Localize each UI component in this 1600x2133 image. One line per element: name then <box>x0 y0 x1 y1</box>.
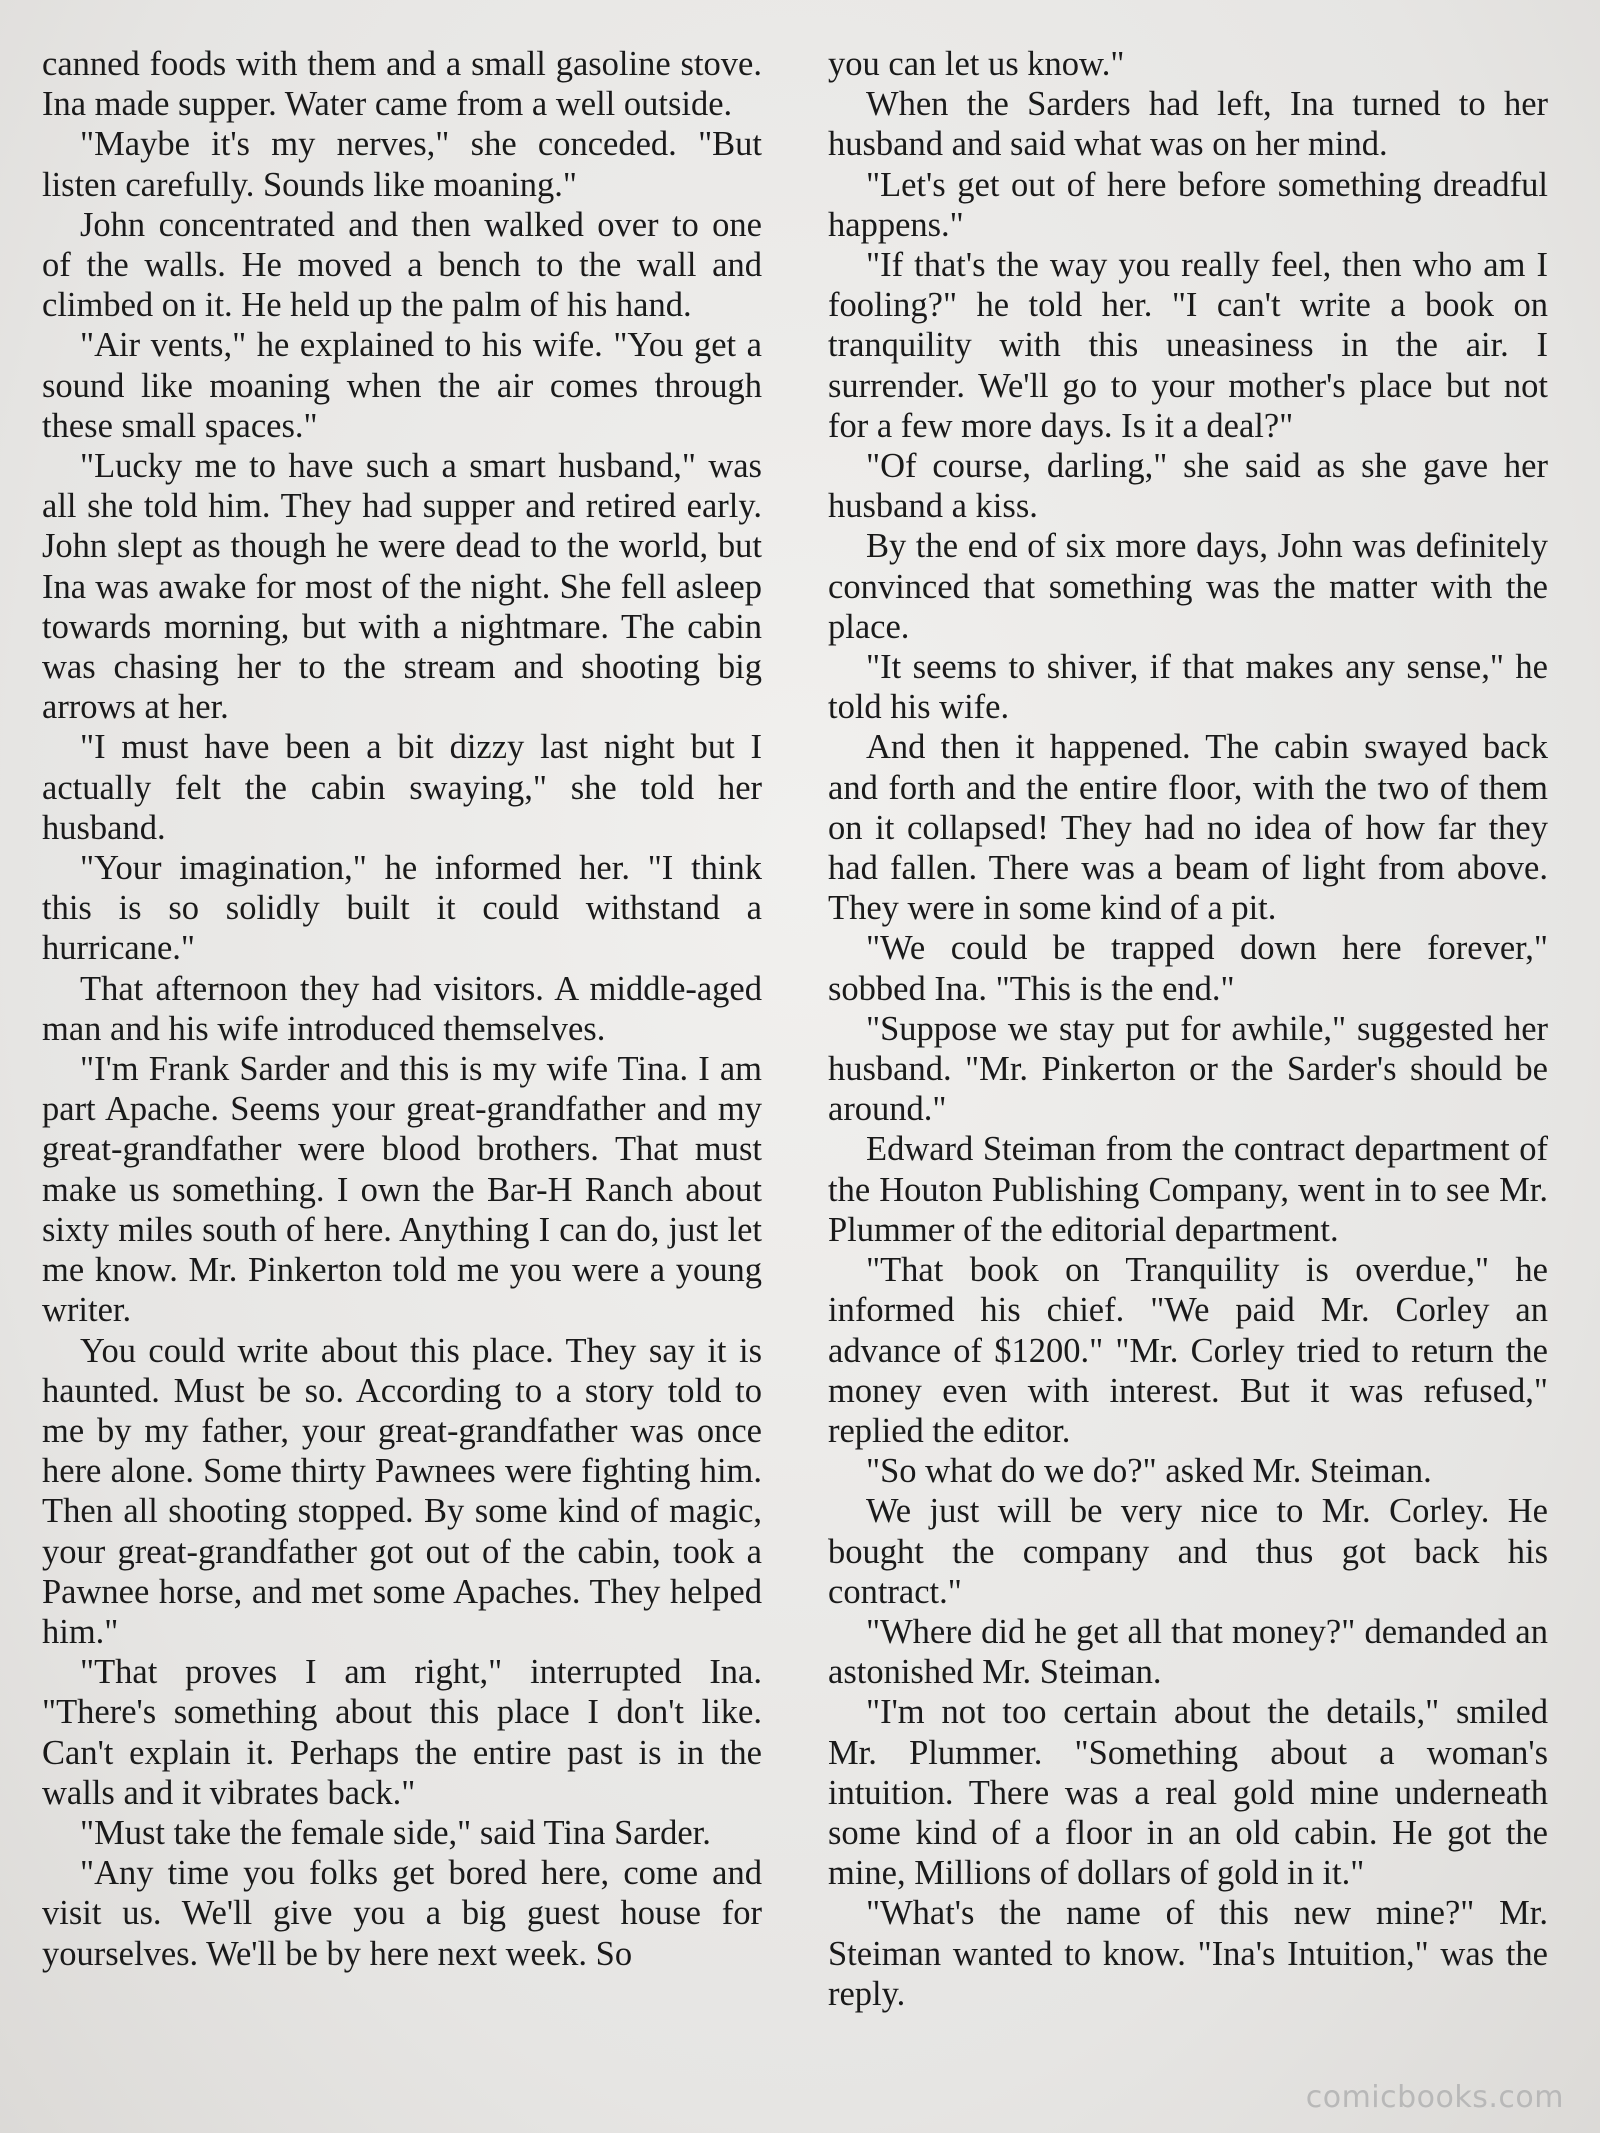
paragraph: We just will be very nice to Mr. Corley. He bought the company and thus got back his contract." <box>828 1492 1548 1611</box>
paragraph: "I'm not too certain about the details," smiled Mr. Plummer. "Something about a woman's intuition. There was a real gold mine underneath some kind of a floor in an old cabin. He got the mine, Millions of dollars of gold in it." <box>828 1693 1548 1893</box>
paragraph: Edward Steiman from the contract department of the Houton Publishing Company, went in to see Mr. Plummer of the editorial department. <box>828 1130 1548 1249</box>
paragraph: "Lucky me to have such a smart husband," was all she told him. They had supper and retired early. John slept as though he were dead to the world, but Ina was awake for most of the night. She fell asleep towards morning, but with a nightmare. The cabin was chasing her to the stream and shooting big arrows at her. <box>42 447 762 727</box>
watermark: comicbooks.com <box>1305 2080 1564 2115</box>
paragraph: "That book on Tranquility is overdue," he informed his chief. "We paid Mr. Corley an advance of $1200." "Mr. Corley tried to return the money even with interest. But it was refused," replied the editor. <box>828 1251 1548 1450</box>
paragraph: "Must take the female side," said Tina Sarder. <box>80 1813 711 1852</box>
paragraph: By the end of six more days, John was definitely convinced that something was the matter with the place. <box>828 527 1548 646</box>
paragraph: "Air vents," he explained to his wife. "You get a sound like moaning when the air comes through these small spaces." <box>42 326 762 445</box>
paragraph: "Maybe it's my nerves," she conceded. "But listen carefully. Sounds like moaning." <box>42 125 762 204</box>
paragraph: "Any time you folks get bored here, come and visit us. We'll give you a big guest house for yourselves. We'll be by here next week. So <box>42 1854 762 1973</box>
paragraph: "I must have been a bit dizzy last night but I actually felt the cabin swaying," she told her husband. <box>42 728 762 847</box>
left-column <box>42 44 762 1974</box>
right-column <box>828 44 1548 2014</box>
paragraph: "Let's get out of here before something dreadful happens." <box>828 165 1548 244</box>
paragraph: canned foods with them and a small gasoline stove. Ina made supper. Water came from a well outside. <box>42 45 762 124</box>
paragraph: That afternoon they had visitors. A middle-aged man and his wife introduced themselves. <box>42 969 762 1048</box>
paragraph: "Suppose we stay put for awhile," suggested her husband. "Mr. Pinkerton or the Sarder's should be around." <box>828 1009 1548 1129</box>
paragraph: "We could be trapped down here forever," sobbed Ina. "This is the end." <box>828 929 1548 1008</box>
paragraph: And then it happened. The cabin swayed back and forth and the entire floor, with the two of them on it collapsed! They had no idea of how far they had fallen. There was a beam of light from above. They were in some kind of a pit. <box>828 728 1548 928</box>
paragraph: "Of course, darling," she said as she gave her husband a kiss. <box>828 447 1548 526</box>
paragraph: "It seems to shiver, if that makes any sense," he told his wife. <box>828 648 1548 727</box>
paragraph: When the Sarders had left, Ina turned to her husband and said what was on her mind. <box>828 85 1548 164</box>
paragraph: John concentrated and then walked over to one of the walls. He moved a bench to the wall and climbed on it. He held up the palm of his hand. <box>42 205 762 325</box>
paragraph: "So what do we do?" asked Mr. Steiman. <box>866 1452 1432 1491</box>
paragraph: "If that's the way you really feel, then who am I fooling?" he told her. "I can't write a book on tranquility with this uneasiness in the air. I surrender. We'll go to your mother's place but not for a few more days. Is it a deal?" <box>828 246 1548 445</box>
paragraph: "Where did he get all that money?" demanded an astonished Mr. Steiman. <box>828 1612 1548 1692</box>
paragraph: you can let us know." <box>828 45 1125 83</box>
paragraph: You could write about this place. They say it is haunted. Must be so. According to a story told to me by my father, your great-grandfather was once here alone. Some thirty Pawnees were fighting him. Then all shooting stopped. By some kind of magic, your great-grandfather got out of the cabin, took a Pawnee horse, and met some Apaches. They helped him." <box>42 1331 762 1651</box>
paragraph: "That proves I am right," interrupted Ina. "There's something about this place I don't like. Can't explain it. Perhaps the entire past is in the walls and it vibrates back." <box>42 1653 762 1812</box>
paragraph: "I'm Frank Sarder and this is my wife Tina. I am part Apache. Seems your great-grandfather and my great-grandfather were blood brothers. That must make us something. I own the Bar-H Ranch about sixty miles south of here. Anything I can do, just let me know. Mr. Pinkerton told me you were a young writer. <box>42 1050 762 1330</box>
paragraph: "What's the name of this new mine?" Mr. Steiman wanted to know. "Ina's Intuition," was the reply. <box>828 1894 1548 2013</box>
paragraph: "Your imagination," he informed her. "I think this is so solidly built it could withstand a hurricane." <box>42 849 762 968</box>
